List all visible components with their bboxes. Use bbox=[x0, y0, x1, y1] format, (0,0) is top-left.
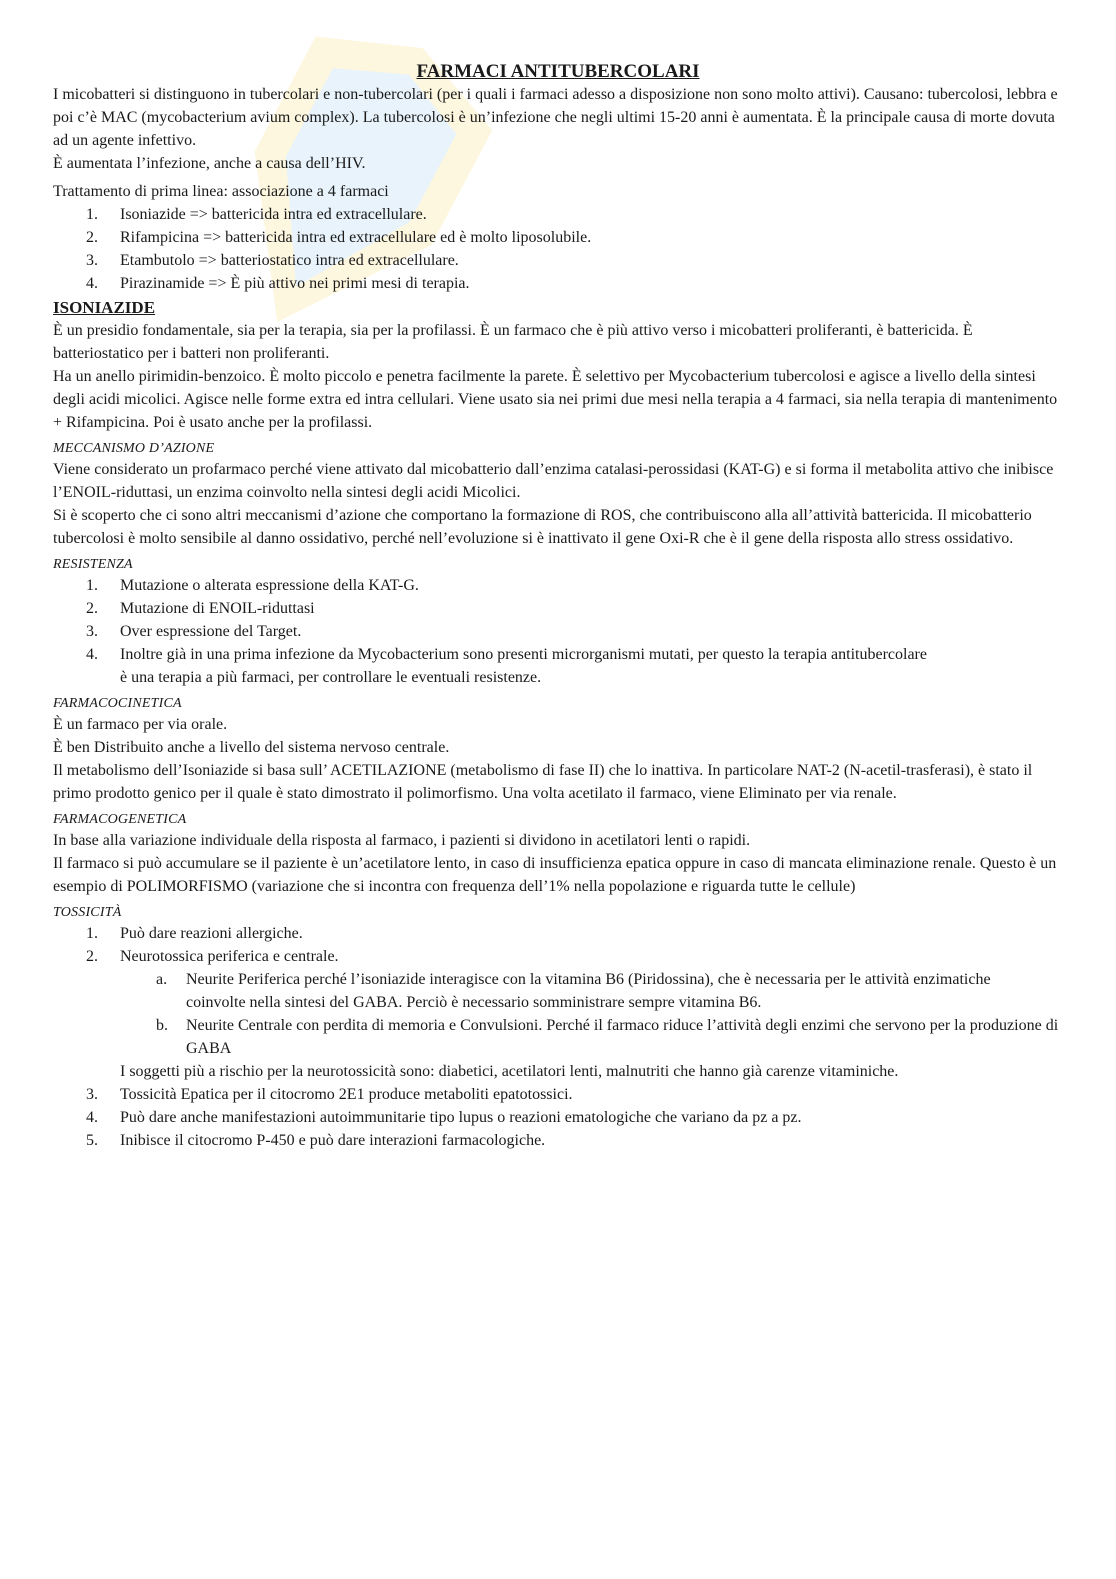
body-paragraph: Ha un anello pirimidin-benzoico. È molto piccolo e penetra facilmente la parete. È selettivo per Mycobacterium tubercolosi e agisce a livello della sintesi degli acidi micolici. Agisce nelle forme extra ed intra cellulari. Viene usato sia nei primi due mesi nella terapia a 4 farmaci, sia nella terapia di mantenimento + Rifampicina. Poi è usato anche per la profilassi. bbox=[53, 368, 1058, 431]
subheading-farmacocinetica: FARMACOCINETICA bbox=[53, 696, 182, 711]
list-text: Neurotossica periferica e centrale. bbox=[120, 948, 339, 965]
list-item bbox=[53, 226, 1063, 249]
list-item bbox=[53, 643, 1063, 689]
list-item bbox=[53, 1083, 1063, 1106]
list-text: Inoltre già in una prima infezione da Mycobacterium sono presenti microrganismi mutati, per questo la terapia antitubercolare è una terapia a più farmaci, per controllare le eventuali resistenze. bbox=[120, 646, 927, 686]
page-title: FARMACI ANTITUBERCOLARI bbox=[416, 61, 700, 82]
subheading-farmacogenetica: FARMACOGENETICA bbox=[53, 812, 187, 827]
list-letter: a. bbox=[156, 971, 168, 988]
list-item bbox=[53, 1106, 1063, 1129]
sublist-item bbox=[53, 968, 1063, 1014]
list-text: Mutazione o alterata espressione della KAT-G. bbox=[120, 577, 419, 594]
body-paragraph: In base alla variazione individuale della risposta al farmaco, i pazienti si dividono in acetilatori lenti o rapidi. bbox=[53, 832, 751, 849]
list-text: Isoniazide => battericida intra ed extracellulare. bbox=[120, 206, 427, 223]
list-number: 1. bbox=[86, 206, 98, 223]
body-paragraph: È ben Distribuito anche a livello del sistema nervoso centrale. bbox=[53, 739, 450, 756]
list-letter: b. bbox=[156, 1017, 168, 1034]
body-paragraph: Si è scoperto che ci sono altri meccanismi d’azione che comportano la formazione di ROS, che contribuiscono alla all’attività battericida. Il micobatterio tubercolosi è molto sensibile al danno ossidativo, perché nell’evoluzione si è inattivato il gene Oxi-R che è il gene della risposta allo stress ossidativo. bbox=[53, 507, 1032, 547]
neurotossicita-note: I soggetti più a rischio per la neurotossicità sono: diabetici, acetilatori lenti, malnutriti che hanno già carenze vitaminiche. bbox=[120, 1063, 899, 1080]
body-paragraph: Il farmaco si può accumulare se il paziente è un’acetilatore lento, in caso di insufficienza epatica oppure in caso di mancata eliminazione renale. Questo è un esempio di POLIMORFISMO (variazione che si incontra con frequenza dell’1% nella popolazione e riguarda tutte le cellule) bbox=[53, 855, 1057, 895]
list-text: Neurite Periferica perché l’isoniazide interagisce con la vitamina B6 (Piridossina), che è necessaria per le attività enzimatiche coinvolte nella sintesi del GABA. Perciò è necessario somministrare sempre vitamina B6. bbox=[186, 971, 991, 1011]
neurotossicita-sublist bbox=[53, 968, 1063, 1060]
subheading-tossicita: TOSSICITÀ bbox=[53, 905, 122, 920]
list-text: Neurite Centrale con perdita di memoria e Convulsioni. Perché il farmaco riduce l’attività degli enzimi che servono per la produzione di GABA bbox=[186, 1017, 1059, 1057]
list-text: Etambutolo => batteriostatico intra ed extracellulare. bbox=[120, 252, 459, 269]
list-number: 5. bbox=[86, 1132, 98, 1149]
list-number: 2. bbox=[86, 229, 98, 246]
first-line-list bbox=[53, 203, 1063, 295]
list-item bbox=[53, 249, 1063, 272]
list-item bbox=[53, 203, 1063, 226]
list-number: 4. bbox=[86, 1109, 98, 1126]
tossicita-list bbox=[53, 922, 1063, 968]
list-text: Inibisce il citocromo P-450 e può dare interazioni farmacologiche. bbox=[120, 1132, 546, 1149]
tossicita-list-continued bbox=[53, 1083, 1063, 1152]
list-text: Pirazinamide => È più attivo nei primi mesi di terapia. bbox=[120, 275, 470, 292]
list-number: 1. bbox=[86, 577, 98, 594]
first-line-heading: Trattamento di prima linea: associazione a 4 farmaci bbox=[53, 183, 389, 200]
list-text: Può dare reazioni allergiche. bbox=[120, 925, 303, 942]
list-number: 4. bbox=[86, 646, 98, 663]
intro-paragraph: È aumentata l’infezione, anche a causa dell’HIV. bbox=[53, 155, 366, 172]
section-heading-isoniazide: ISONIAZIDE bbox=[53, 298, 156, 317]
body-paragraph: Il metabolismo dell’Isoniazide si basa sull’ ACETILAZIONE (metabolismo di fase II) che lo inattiva. In particolare NAT-2 (N-acetil-trasferasi), è stato il primo prodotto genico per il quale è stato dimostrato il polimorfismo. Una volta acetilato il farmaco, viene Eliminato per via renale. bbox=[53, 762, 1033, 802]
body-paragraph: È un farmaco per via orale. bbox=[53, 716, 228, 733]
list-number: 3. bbox=[86, 252, 98, 269]
list-item bbox=[53, 574, 1063, 597]
list-item bbox=[53, 597, 1063, 620]
list-text: Può dare anche manifestazioni autoimmunitarie tipo lupus o reazioni ematologiche che variano da pz a pz. bbox=[120, 1109, 802, 1126]
list-text: Rifampicina => battericida intra ed extracellulare ed è molto liposolubile. bbox=[120, 229, 592, 246]
list-item bbox=[53, 620, 1063, 643]
sublist-item bbox=[53, 1014, 1063, 1060]
list-number: 3. bbox=[86, 623, 98, 640]
list-item bbox=[53, 1129, 1063, 1152]
list-item bbox=[53, 945, 1063, 968]
list-number: 2. bbox=[86, 600, 98, 617]
list-number: 4. bbox=[86, 275, 98, 292]
list-text: Mutazione di ENOIL-riduttasi bbox=[120, 600, 315, 617]
document-page bbox=[53, 61, 1063, 1152]
list-text: Tossicità Epatica per il citocromo 2E1 produce metaboliti epatotossici. bbox=[120, 1086, 573, 1103]
list-item bbox=[53, 272, 1063, 295]
body-paragraph: Viene considerato un profarmaco perché viene attivato dal micobatterio dall’enzima catalasi-perossidasi (KAT-G) e si forma il metabolita attivo che inibisce l’ENOIL-riduttasi, un enzima coinvolto nella sintesi degli acidi Micolici. bbox=[53, 461, 1054, 501]
resistenza-list bbox=[53, 574, 1063, 689]
subheading-resistenza: RESISTENZA bbox=[53, 557, 133, 572]
list-number: 2. bbox=[86, 948, 98, 965]
subheading-meccanismo: MECCANISMO D’AZIONE bbox=[53, 441, 215, 456]
list-number: 1. bbox=[86, 925, 98, 942]
list-number: 3. bbox=[86, 1086, 98, 1103]
list-text: Over espressione del Target. bbox=[120, 623, 302, 640]
intro-paragraph: I micobatteri si distinguono in tubercolari e non-tubercolari (per i quali i farmaci adesso a disposizione non sono molto attivi). Causano: tubercolosi, lebbra e poi c’è MAC (mycobacterium avium complex). La tubercolosi è un’infezione che negli ultimi 15-20 anni è aumentata. È la principale causa di morte dovuta ad un agente infettivo. bbox=[53, 86, 1058, 149]
body-paragraph: È un presidio fondamentale, sia per la terapia, sia per la profilassi. È un farmaco che è più attivo verso i micobatteri proliferanti, è battericida. È batteriostatico per i batteri non proliferanti. bbox=[53, 322, 973, 362]
list-item bbox=[53, 922, 1063, 945]
